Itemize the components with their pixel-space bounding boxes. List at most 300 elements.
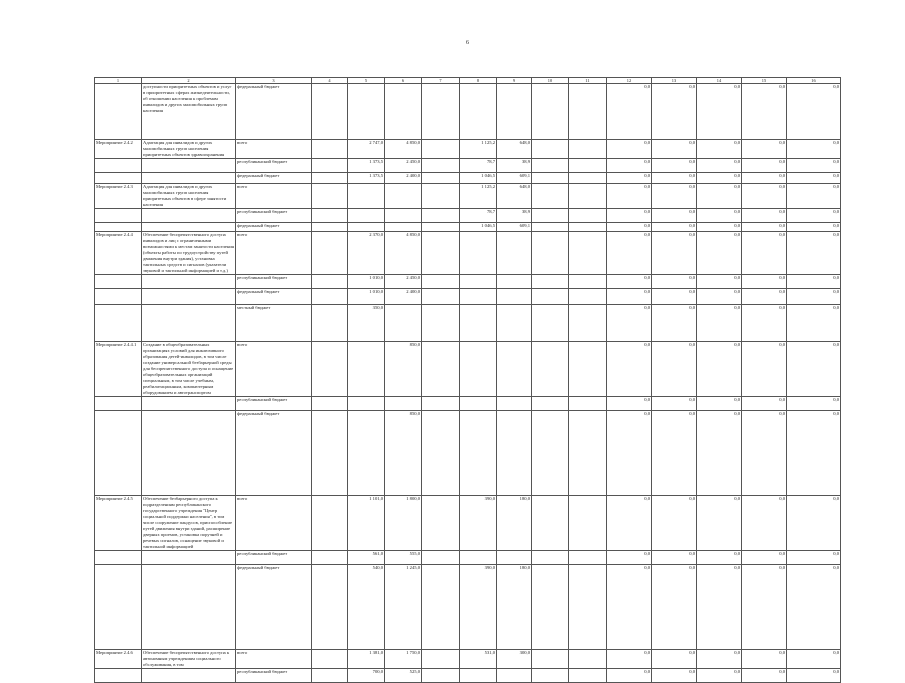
value-cell: 0,0 [607, 669, 652, 683]
value-cell: 0,0 [697, 223, 742, 232]
value-cell: 1 125,2 [460, 140, 497, 159]
column-number-cell: 8 [460, 78, 497, 84]
value-cell: 4 850,0 [385, 232, 422, 275]
value-cell: 0,0 [787, 184, 841, 209]
value-cell: 0,0 [652, 397, 697, 411]
value-cell: 2 450,0 [385, 275, 422, 289]
value-cell [569, 232, 607, 275]
value-cell [422, 275, 460, 289]
column-number-cell: 4 [312, 78, 348, 84]
table-row [95, 496, 841, 551]
value-cell [532, 650, 569, 669]
value-cell: 1 010,0 [348, 289, 385, 305]
value-cell: 0,0 [787, 565, 841, 650]
value-cell [348, 411, 385, 496]
value-cell: 0,0 [697, 305, 742, 342]
value-cell [422, 184, 460, 209]
value-cell: 38,9 [497, 209, 532, 223]
value-cell: 0,0 [697, 551, 742, 565]
value-cell [312, 159, 348, 173]
value-cell [460, 275, 497, 289]
value-cell: 4 850,0 [385, 140, 422, 159]
text-cell: всего [236, 140, 312, 159]
value-cell: 0,0 [787, 397, 841, 411]
text-cell [142, 159, 236, 173]
value-cell [569, 496, 607, 551]
text-cell [95, 565, 142, 650]
value-cell [460, 397, 497, 411]
value-cell [312, 140, 348, 159]
value-cell: 0,0 [697, 397, 742, 411]
value-cell: 0,0 [787, 275, 841, 289]
text-cell: доступности приоритетных объектов и услуг в приоритетных сферах жизнедеятельности, об отношении населения к проблемам инвалидов и других маломобильных групп населения [142, 84, 236, 140]
value-cell [532, 140, 569, 159]
value-cell [497, 397, 532, 411]
text-cell [95, 669, 142, 683]
text-cell: федеральный бюджет [236, 223, 312, 232]
value-cell [532, 669, 569, 683]
text-cell: Адаптация для инвалидов и других маломобильных групп населения приоритетных объектов здравоохранения [142, 140, 236, 159]
value-cell: 1 373,5 [348, 173, 385, 184]
value-cell [348, 223, 385, 232]
value-cell [312, 173, 348, 184]
text-cell: Мероприятие 2.4.3 [95, 184, 142, 209]
value-cell: 0,0 [652, 496, 697, 551]
value-cell: 0,0 [607, 173, 652, 184]
value-cell: 1 125,2 [460, 184, 497, 209]
value-cell: 0,0 [787, 209, 841, 223]
value-cell: 0,0 [787, 669, 841, 683]
value-cell [569, 209, 607, 223]
value-cell [422, 84, 460, 140]
text-cell: всего [236, 342, 312, 397]
value-cell: 0,0 [607, 411, 652, 496]
value-cell [569, 223, 607, 232]
text-cell [95, 173, 142, 184]
value-cell [348, 184, 385, 209]
text-cell: всего [236, 496, 312, 551]
table-row [95, 209, 841, 223]
value-cell: 648,0 [497, 184, 532, 209]
value-cell: 0,0 [787, 140, 841, 159]
value-cell: 0,0 [652, 140, 697, 159]
value-cell [312, 289, 348, 305]
value-cell [569, 289, 607, 305]
text-cell: всего [236, 232, 312, 275]
value-cell: 648,0 [497, 140, 532, 159]
value-cell: 525,0 [385, 669, 422, 683]
value-cell: 0,0 [697, 159, 742, 173]
text-cell [142, 411, 236, 496]
value-cell [532, 411, 569, 496]
value-cell: 609,1 [497, 223, 532, 232]
value-cell [569, 159, 607, 173]
value-cell: 0,0 [652, 223, 697, 232]
value-cell: 0,0 [742, 173, 787, 184]
column-number-cell: 5 [348, 78, 385, 84]
column-number-cell: 11 [569, 78, 607, 84]
column-number-cell: 9 [497, 78, 532, 84]
text-cell: местный бюджет [236, 305, 312, 342]
value-cell [312, 565, 348, 650]
value-cell: 0,0 [607, 305, 652, 342]
budget-table [94, 77, 841, 683]
value-cell: 0,0 [652, 305, 697, 342]
value-cell: 0,0 [742, 275, 787, 289]
value-cell: 700,0 [348, 669, 385, 683]
value-cell: 0,0 [742, 411, 787, 496]
value-cell [460, 232, 497, 275]
value-cell [532, 184, 569, 209]
text-cell [142, 173, 236, 184]
value-cell: 0,0 [697, 275, 742, 289]
text-cell: республиканский бюджет [236, 275, 312, 289]
value-cell [532, 173, 569, 184]
value-cell: 0,0 [787, 173, 841, 184]
text-cell: Мероприятие 2.4.4 [95, 232, 142, 275]
value-cell [385, 209, 422, 223]
column-number-cell: 6 [385, 78, 422, 84]
value-cell [312, 397, 348, 411]
text-cell: федеральный бюджет [236, 565, 312, 650]
value-cell: 0,0 [697, 232, 742, 275]
text-cell: Адаптация для инвалидов и других маломобильных групп населения приоритетных объектов в сфере занятости населения [142, 184, 236, 209]
value-cell [569, 565, 607, 650]
text-cell: республиканский бюджет [236, 669, 312, 683]
value-cell [497, 289, 532, 305]
value-cell [422, 209, 460, 223]
value-cell: 0,0 [742, 342, 787, 397]
table-row [95, 223, 841, 232]
column-number-cell: 13 [652, 78, 697, 84]
value-cell [497, 305, 532, 342]
value-cell: 0,0 [652, 173, 697, 184]
text-cell: Мероприятие 2.4.4.1 [95, 342, 142, 397]
value-cell [460, 551, 497, 565]
value-cell [348, 84, 385, 140]
value-cell [532, 209, 569, 223]
text-cell [95, 275, 142, 289]
value-cell: 0,0 [607, 159, 652, 173]
value-cell: 0,0 [787, 496, 841, 551]
text-cell [142, 289, 236, 305]
value-cell: 0,0 [652, 289, 697, 305]
value-cell [497, 275, 532, 289]
text-cell: Обеспечение безбарьерного доступа к подразделениям республиканского государственного учреждения "Центр социальной поддержки населения", в том числе сооружение пандусов, приспособление путей движения внутри зданий, расширение дверных проемов, установка поручней и речевых сигналов, оснащение звуковой и тактильной информацией [142, 496, 236, 551]
value-cell [312, 496, 348, 551]
value-cell: 0,0 [607, 565, 652, 650]
text-cell [95, 305, 142, 342]
value-cell [497, 411, 532, 496]
value-cell [348, 342, 385, 397]
table-row [95, 184, 841, 209]
value-cell [312, 223, 348, 232]
value-cell [385, 184, 422, 209]
value-cell: 850,0 [385, 411, 422, 496]
value-cell: 0,0 [697, 184, 742, 209]
value-cell: 0,0 [787, 411, 841, 496]
text-cell: Создание в общеобразовательных организациях условий для инклюзивного образования детей-инвалидов, в том числе создание универсальной безбарьерной среды для беспрепятственного доступа и оснащение общеобразовательных организаций специальным, в том числе учебным, реабилитационным, компьютерным оборудованием и автотранспортом [142, 342, 236, 397]
value-cell: 0,0 [607, 140, 652, 159]
value-cell: 0,0 [652, 209, 697, 223]
value-cell [460, 289, 497, 305]
value-cell [569, 342, 607, 397]
text-cell [142, 565, 236, 650]
value-cell: 390,0 [460, 565, 497, 650]
value-cell: 0,0 [697, 669, 742, 683]
value-cell: 1 101,0 [348, 496, 385, 551]
text-cell [142, 551, 236, 565]
value-cell: 2 400,0 [385, 289, 422, 305]
value-cell: 38,9 [497, 159, 532, 173]
value-cell: 390,0 [460, 496, 497, 551]
value-cell: 0,0 [742, 184, 787, 209]
table-row [95, 650, 841, 669]
table-row [95, 140, 841, 159]
value-cell: 0,0 [607, 275, 652, 289]
value-cell [497, 342, 532, 397]
value-cell: 0,0 [652, 159, 697, 173]
table-row [95, 159, 841, 173]
value-cell [422, 232, 460, 275]
value-cell [460, 305, 497, 342]
value-cell: 0,0 [607, 223, 652, 232]
value-cell: 0,0 [652, 411, 697, 496]
value-cell: 0,0 [697, 496, 742, 551]
value-cell [422, 411, 460, 496]
value-cell: 0,0 [742, 305, 787, 342]
text-cell [95, 551, 142, 565]
text-cell [95, 159, 142, 173]
value-cell [422, 669, 460, 683]
value-cell [422, 551, 460, 565]
value-cell: 0,0 [652, 342, 697, 397]
value-cell [460, 84, 497, 140]
value-cell: 0,0 [697, 565, 742, 650]
value-cell: 1 046,5 [460, 223, 497, 232]
value-cell: 180,0 [497, 565, 532, 650]
value-cell [385, 397, 422, 411]
text-cell: республиканский бюджет [236, 551, 312, 565]
value-cell: 1 373,5 [348, 159, 385, 173]
value-cell: 300,0 [497, 650, 532, 669]
text-cell [142, 397, 236, 411]
value-cell [385, 84, 422, 140]
value-cell: 0,0 [742, 565, 787, 650]
table-row [95, 342, 841, 397]
text-cell [142, 669, 236, 683]
table-row [95, 397, 841, 411]
value-cell [348, 209, 385, 223]
value-cell: 0,0 [787, 84, 841, 140]
value-cell [532, 342, 569, 397]
value-cell [422, 342, 460, 397]
value-cell: 0,0 [697, 342, 742, 397]
text-cell: Обеспечение беспрепятственного доступа к автономным учреждениям социального обслуживания, в том [142, 650, 236, 669]
value-cell: 531,0 [460, 650, 497, 669]
value-cell: 2 370,0 [348, 232, 385, 275]
value-cell: 850,0 [385, 342, 422, 397]
value-cell [422, 159, 460, 173]
column-number-cell: 1 [95, 78, 142, 84]
value-cell [532, 397, 569, 411]
value-cell: 0,0 [607, 397, 652, 411]
value-cell [460, 411, 497, 496]
value-cell: 609,1 [497, 173, 532, 184]
value-cell [532, 305, 569, 342]
value-cell: 0,0 [697, 173, 742, 184]
value-cell: 2 747,0 [348, 140, 385, 159]
value-cell [532, 565, 569, 650]
value-cell [569, 411, 607, 496]
value-cell [422, 289, 460, 305]
value-cell: 0,0 [787, 650, 841, 669]
value-cell [569, 173, 607, 184]
text-cell [95, 223, 142, 232]
value-cell [497, 551, 532, 565]
text-cell: Мероприятие 2.4.6 [95, 650, 142, 669]
text-cell [142, 275, 236, 289]
value-cell: 0,0 [742, 232, 787, 275]
value-cell: 0,0 [607, 289, 652, 305]
text-cell: Мероприятие 2.4.2 [95, 140, 142, 159]
text-cell [142, 305, 236, 342]
value-cell: 0,0 [607, 650, 652, 669]
text-cell: всего [236, 184, 312, 209]
value-cell [422, 223, 460, 232]
text-cell: федеральный бюджет [236, 289, 312, 305]
value-cell [422, 397, 460, 411]
value-cell: 0,0 [742, 650, 787, 669]
value-cell [532, 551, 569, 565]
value-cell [312, 232, 348, 275]
text-cell [142, 223, 236, 232]
value-cell [569, 305, 607, 342]
value-cell: 1 010,0 [348, 275, 385, 289]
value-cell: 0,0 [652, 565, 697, 650]
value-cell [312, 551, 348, 565]
table-row [95, 232, 841, 275]
value-cell [569, 669, 607, 683]
value-cell [532, 223, 569, 232]
value-cell [385, 223, 422, 232]
value-cell: 0,0 [787, 289, 841, 305]
value-cell [497, 232, 532, 275]
text-cell: республиканский бюджет [236, 159, 312, 173]
value-cell: 540,0 [348, 565, 385, 650]
value-cell [422, 496, 460, 551]
value-cell [422, 173, 460, 184]
value-cell: 2 450,0 [385, 159, 422, 173]
table-row [95, 289, 841, 305]
table-row [95, 669, 841, 683]
text-cell: федеральный бюджет [236, 411, 312, 496]
table-row [95, 411, 841, 496]
value-cell: 1 800,0 [385, 496, 422, 551]
value-cell [497, 84, 532, 140]
value-cell [312, 209, 348, 223]
value-cell: 0,0 [742, 140, 787, 159]
table-row [95, 305, 841, 342]
column-number-cell: 10 [532, 78, 569, 84]
value-cell: 78,7 [460, 209, 497, 223]
value-cell: 0,0 [652, 232, 697, 275]
column-number-cell: 3 [236, 78, 312, 84]
value-cell [569, 275, 607, 289]
value-cell: 0,0 [742, 84, 787, 140]
text-cell [95, 397, 142, 411]
value-cell: 1 750,0 [385, 650, 422, 669]
text-cell: республиканский бюджет [236, 397, 312, 411]
value-cell: 0,0 [607, 184, 652, 209]
table-row [95, 275, 841, 289]
value-cell: 0,0 [742, 289, 787, 305]
value-cell: 0,0 [697, 84, 742, 140]
column-number-cell: 16 [787, 78, 841, 84]
value-cell: 1 381,0 [348, 650, 385, 669]
value-cell: 0,0 [787, 305, 841, 342]
value-cell [532, 232, 569, 275]
value-cell: 0,0 [607, 342, 652, 397]
value-cell: 0,0 [607, 496, 652, 551]
column-number-cell: 2 [142, 78, 236, 84]
value-cell: 1 046,5 [460, 173, 497, 184]
value-cell: 2 400,0 [385, 173, 422, 184]
value-cell [532, 159, 569, 173]
value-cell [532, 496, 569, 551]
value-cell [312, 84, 348, 140]
text-cell: Мероприятие 2.4.5 [95, 496, 142, 551]
value-cell: 0,0 [787, 342, 841, 397]
value-cell: 0,0 [787, 232, 841, 275]
value-cell: 0,0 [652, 669, 697, 683]
value-cell: 1 245,0 [385, 565, 422, 650]
value-cell: 0,0 [607, 84, 652, 140]
value-cell [460, 342, 497, 397]
value-cell: 0,0 [742, 669, 787, 683]
value-cell [569, 140, 607, 159]
column-number-cell: 15 [742, 78, 787, 84]
text-cell: Обеспечение беспрепятственного доступа инвалидов и лиц с ограниченными возможностями к местам занятости населения (объекты работы по трудоустройству путей движения внутри здания), установка тактильных средств и сигналов (указатели звуковой и тактильной информацией и т.д.) [143, 232, 234, 273]
value-cell [422, 140, 460, 159]
value-cell: 0,0 [697, 140, 742, 159]
value-cell: 0,0 [787, 223, 841, 232]
value-cell: 0,0 [652, 551, 697, 565]
value-cell [532, 275, 569, 289]
value-cell: 350,0 [348, 305, 385, 342]
value-cell [312, 184, 348, 209]
value-cell: 0,0 [742, 496, 787, 551]
value-cell [532, 289, 569, 305]
value-cell: 0,0 [697, 209, 742, 223]
value-cell [569, 551, 607, 565]
value-cell: 78,7 [460, 159, 497, 173]
column-number-cell: 7 [422, 78, 460, 84]
value-cell: 0,0 [742, 209, 787, 223]
table-row [95, 173, 841, 184]
value-cell: 0,0 [652, 650, 697, 669]
value-cell [422, 305, 460, 342]
value-cell [312, 411, 348, 496]
value-cell [569, 650, 607, 669]
text-cell [95, 84, 142, 140]
value-cell: 0,0 [742, 397, 787, 411]
value-cell: 0,0 [652, 84, 697, 140]
value-cell: 0,0 [787, 551, 841, 565]
text-cell: федеральный бюджет [236, 173, 312, 184]
value-cell [312, 669, 348, 683]
value-cell: 0,0 [652, 275, 697, 289]
